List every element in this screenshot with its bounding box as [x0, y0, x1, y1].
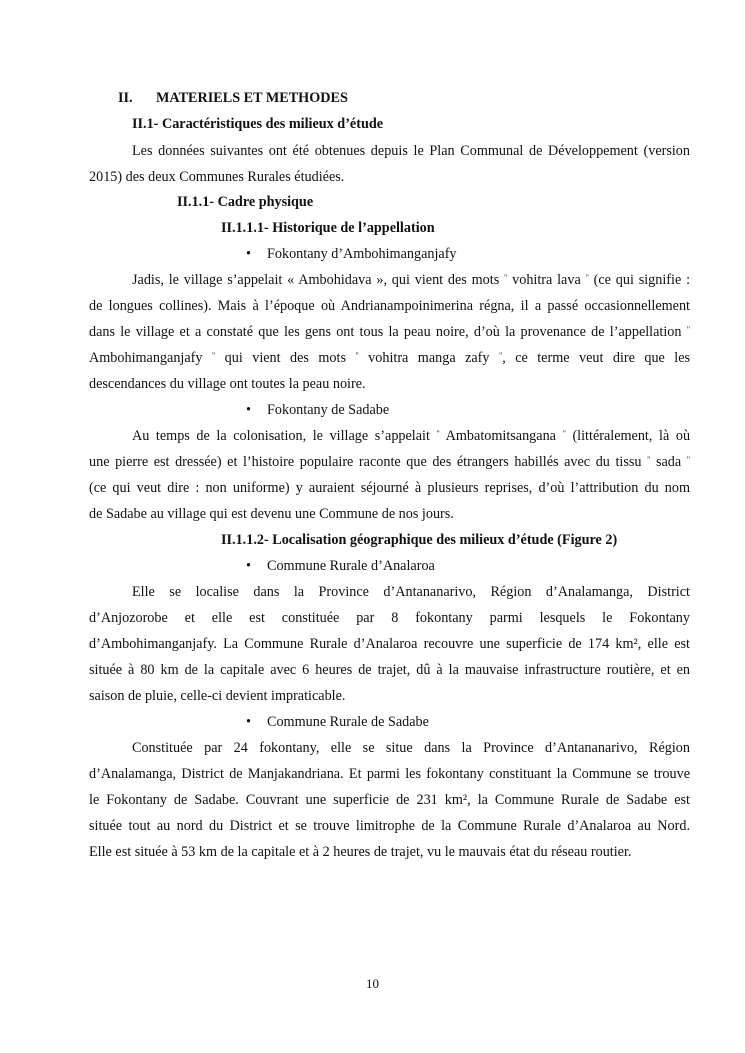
- para4-line-2: d’Analamanga, District de Manjakandriana. Et parmi les fokontany constituant la Commune se trouve: [89, 766, 690, 782]
- para2-line-2: une pierre est dressée) et l’histoire populaire raconte que des étrangers habillés avec du tissu " sada ": [89, 454, 691, 470]
- para3-line-3: d’Ambohimanganjafy. La Commune Rurale d’Analaroa recouvre une superficie de 174 km², elle est: [89, 636, 690, 652]
- bullet-icon: •: [246, 558, 251, 574]
- para4-line-3: le Fokontany de Sadabe. Couvrant une superficie de 231 km², la Commune Rurale de Sadabe est: [89, 792, 690, 808]
- para2-line-4: de Sadabe au village qui est devenu une Commune de nos jours.: [89, 506, 454, 522]
- page-number: 10: [366, 976, 379, 991]
- para3-line-1: Elle se localise dans la Province d’Antananarivo, Région d’Analamanga, District: [132, 584, 690, 600]
- section-number: II.: [118, 90, 133, 106]
- bullet-icon: •: [246, 402, 251, 418]
- section-title: MATERIELS ET METHODES: [156, 90, 348, 106]
- para1-line-1: Jadis, le village s’appelait « Ambohidava », qui vient des mots " vohitra lava " (ce qui signifie :: [132, 272, 691, 288]
- para3-line-2: d’Anjozorobe et elle est constituée par 8 fokontany parmi lesquels le Fokontany: [89, 610, 690, 626]
- para1-line-2: de longues collines). Mais à l’époque où Andrianampoinimerina régna, il a passé occasionnellement: [89, 298, 690, 314]
- bullet-icon: •: [246, 714, 251, 730]
- para2-line-3: (ce qui veut dire : non uniforme) y auraient séjourné à plusieurs reprises, d’où l’attribution du nom: [89, 480, 690, 496]
- subsection-heading: II.1- Caractéristiques des milieux d’étude: [132, 116, 384, 132]
- para2-line-1: Au temps de la colonisation, le village s’appelait " Ambatomitsangana " (littéralement, là où: [132, 428, 691, 444]
- para1-line-5: descendances du village ont toutes la peau noire.: [89, 376, 366, 392]
- bullet-analaroa: Commune Rurale d’Analaroa: [267, 558, 435, 574]
- para4-line-5: Elle est située à 53 km de la capitale et à 2 heures de trajet, vu le mauvais état du réseau routier.: [89, 844, 632, 860]
- para1-line-3: dans le village et a constaté que les gens ont tous la peau noire, d’où la provenance de l’appellation ": [89, 324, 690, 340]
- subsubsection-heading: II.1.1- Cadre physique: [177, 194, 314, 210]
- intro-line-1: Les données suivantes ont été obtenues depuis le Plan Communal de Développement (version: [132, 143, 690, 159]
- bullet-sadabe: Fokontany de Sadabe: [267, 402, 390, 418]
- para3-line-4: située à 80 km de la capitale avec 6 heures de trajet, dû à la mauvaise infrastructure routière, et en: [89, 662, 690, 678]
- para3-line-5: saison de pluie, celle-ci devient impraticable.: [89, 688, 346, 704]
- heading-localisation: II.1.1.2- Localisation géographique des milieux d’étude (Figure 2): [221, 532, 618, 548]
- bullet-commune-sadabe: Commune Rurale de Sadabe: [267, 714, 429, 730]
- bullet-icon: •: [246, 246, 251, 262]
- intro-line-2: 2015) des deux Communes Rurales étudiées.: [89, 169, 345, 185]
- para4-line-1: Constituée par 24 fokontany, elle se situe dans la Province d’Antananarivo, Région: [132, 740, 690, 756]
- para4-line-4: située tout au nord du District et se trouve limitrophe de la Commune Rurale d’Analaroa au Nord.: [89, 818, 690, 834]
- bullet-ambohimanganjafy: Fokontany d’Ambohimanganjafy: [267, 246, 457, 262]
- heading-historique: II.1.1.1- Historique de l’appellation: [221, 220, 435, 236]
- para1-line-4: Ambohimanganjafy " qui vient des mots " vohitra manga zafy ", ce terme veut dire que les: [89, 350, 691, 366]
